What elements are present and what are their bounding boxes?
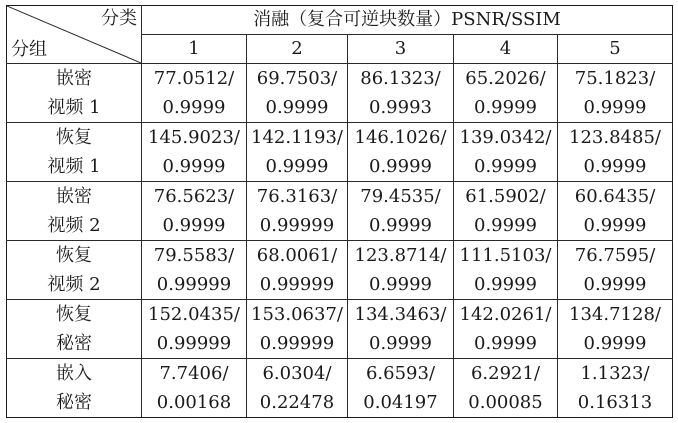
row-label-line: 嵌入 xyxy=(56,363,92,384)
ssim-value: 0.9999 xyxy=(162,215,226,236)
psnr-value: 146.1026/ xyxy=(354,127,447,148)
column-header: 2 xyxy=(247,35,348,64)
data-cell xyxy=(247,182,348,241)
psnr-value: 6.6593/ xyxy=(365,363,436,384)
ssim-value: 0.9999 xyxy=(369,156,432,177)
psnr-value: 60.6435/ xyxy=(574,186,656,207)
ssim-value: 0.99999 xyxy=(259,274,335,295)
psnr-value: 68.0061/ xyxy=(256,245,338,266)
ssim-value: 0.00168 xyxy=(156,392,232,413)
table-title-header: 消融（复合可逆块数量）PSNR/SSIM xyxy=(142,6,673,35)
row-label-line: 视频 2 xyxy=(47,215,101,236)
data-cell xyxy=(558,64,673,123)
psnr-value: 123.8714/ xyxy=(354,245,447,266)
psnr-value: 76.7595/ xyxy=(574,245,656,266)
data-cell xyxy=(142,241,247,300)
row-label-line: 秘密 xyxy=(56,392,92,413)
ssim-value: 0.9999 xyxy=(583,97,647,118)
psnr-value: 65.2026/ xyxy=(465,68,546,89)
data-cell xyxy=(454,123,558,182)
psnr-value: 61.5902/ xyxy=(465,186,546,207)
row-label-line: 嵌密 xyxy=(56,186,92,207)
row-label-line: 嵌密 xyxy=(56,68,92,89)
ssim-value: 0.99999 xyxy=(259,215,335,236)
table-row xyxy=(7,241,673,300)
data-cell xyxy=(454,64,558,123)
psnr-value: 152.0435/ xyxy=(148,304,240,325)
ssim-value: 0.9999 xyxy=(162,156,226,177)
row-label-line: 视频 2 xyxy=(47,274,101,295)
table-row xyxy=(7,123,673,182)
data-cell xyxy=(142,359,247,418)
ssim-value: 0.99999 xyxy=(156,274,232,295)
data-cell xyxy=(142,182,247,241)
psnr-value: 76.5623/ xyxy=(153,186,235,207)
data-cell xyxy=(247,359,348,418)
column-header: 1 xyxy=(142,35,247,64)
psnr-value: 134.3463/ xyxy=(354,304,447,325)
psnr-ssim-table xyxy=(6,5,673,418)
ssim-value: 0.16313 xyxy=(577,392,653,413)
ssim-value: 0.9999 xyxy=(583,274,647,295)
table-row xyxy=(7,300,673,359)
psnr-value: 86.1323/ xyxy=(360,68,441,89)
ssim-value: 0.99999 xyxy=(156,333,232,354)
ssim-value: 0.9999 xyxy=(474,215,537,236)
psnr-value: 139.0342/ xyxy=(459,127,552,148)
row-label-line: 恢复 xyxy=(56,245,92,266)
ssim-value: 0.9999 xyxy=(474,274,537,295)
row-label-cell xyxy=(7,64,142,123)
data-cell xyxy=(558,359,673,418)
column-header: 5 xyxy=(558,35,673,64)
ssim-value: 0.9999 xyxy=(369,333,432,354)
row-label-line: 恢复 xyxy=(56,304,92,325)
row-label-cell xyxy=(7,123,142,182)
data-cell xyxy=(348,64,454,123)
corner-category-label: 分类 xyxy=(101,8,137,29)
data-cell xyxy=(247,241,348,300)
ssim-value: 0.9999 xyxy=(369,274,432,295)
data-cell xyxy=(247,123,348,182)
psnr-value: 142.0261/ xyxy=(459,304,552,325)
table-row xyxy=(7,359,673,418)
ssim-value: 0.9999 xyxy=(162,97,226,118)
ssim-value: 0.9999 xyxy=(474,97,537,118)
ssim-value: 0.9999 xyxy=(265,156,329,177)
psnr-value: 7.7406/ xyxy=(159,363,229,384)
psnr-value: 134.7128/ xyxy=(569,304,661,325)
psnr-value: 6.0304/ xyxy=(262,363,332,384)
data-cell xyxy=(247,64,348,123)
psnr-value: 79.4535/ xyxy=(360,186,441,207)
data-cell xyxy=(348,300,454,359)
data-cell xyxy=(348,123,454,182)
ssim-value: 0.22478 xyxy=(259,392,335,413)
row-label-cell xyxy=(7,300,142,359)
psnr-value: 6.2921/ xyxy=(470,363,541,384)
corner-header-cell xyxy=(7,6,142,64)
psnr-value: 1.1323/ xyxy=(580,363,650,384)
psnr-value: 153.0637/ xyxy=(251,304,343,325)
ssim-value: 0.9999 xyxy=(583,215,647,236)
data-cell xyxy=(142,64,247,123)
data-cell xyxy=(142,300,247,359)
row-label-line: 视频 1 xyxy=(47,97,101,118)
row-label-line: 秘密 xyxy=(56,333,92,354)
data-cell xyxy=(247,300,348,359)
data-cell xyxy=(454,241,558,300)
column-header: 4 xyxy=(454,35,558,64)
data-cell xyxy=(142,123,247,182)
data-cell xyxy=(348,359,454,418)
psnr-value: 69.7503/ xyxy=(256,68,338,89)
row-label-cell xyxy=(7,241,142,300)
psnr-value: 75.1823/ xyxy=(574,68,656,89)
psnr-value: 145.9023/ xyxy=(148,127,240,148)
psnr-value: 77.0512/ xyxy=(153,68,235,89)
column-header: 3 xyxy=(348,35,454,64)
data-cell xyxy=(558,300,673,359)
ssim-value: 0.9999 xyxy=(369,215,432,236)
data-cell xyxy=(348,182,454,241)
psnr-value: 123.8485/ xyxy=(569,127,661,148)
data-cell xyxy=(348,241,454,300)
psnr-value: 142.1193/ xyxy=(251,127,343,148)
ssim-value: 0.99999 xyxy=(259,333,335,354)
corner-group-label: 分组 xyxy=(11,39,47,60)
ssim-value: 0.9999 xyxy=(583,156,647,177)
row-label-cell xyxy=(7,359,142,418)
data-cell xyxy=(454,300,558,359)
ssim-value: 0.9999 xyxy=(583,333,647,354)
row-label-cell xyxy=(7,182,142,241)
row-label-line: 视频 1 xyxy=(47,156,101,177)
table-row xyxy=(7,64,673,123)
ssim-value: 0.9999 xyxy=(474,333,537,354)
psnr-value: 79.5583/ xyxy=(153,245,235,266)
ssim-value: 0.9993 xyxy=(369,97,432,118)
psnr-value: 111.5103/ xyxy=(459,245,552,266)
data-cell xyxy=(558,182,673,241)
data-cell xyxy=(558,123,673,182)
ssim-value: 0.00085 xyxy=(468,392,543,413)
ssim-value: 0.9999 xyxy=(265,97,329,118)
table-row xyxy=(7,182,673,241)
ssim-value: 0.04197 xyxy=(363,392,438,413)
psnr-value: 76.3163/ xyxy=(256,186,338,207)
row-label-line: 恢复 xyxy=(56,127,92,148)
data-cell xyxy=(454,359,558,418)
data-cell xyxy=(454,182,558,241)
data-cell xyxy=(558,241,673,300)
ssim-value: 0.9999 xyxy=(474,156,537,177)
